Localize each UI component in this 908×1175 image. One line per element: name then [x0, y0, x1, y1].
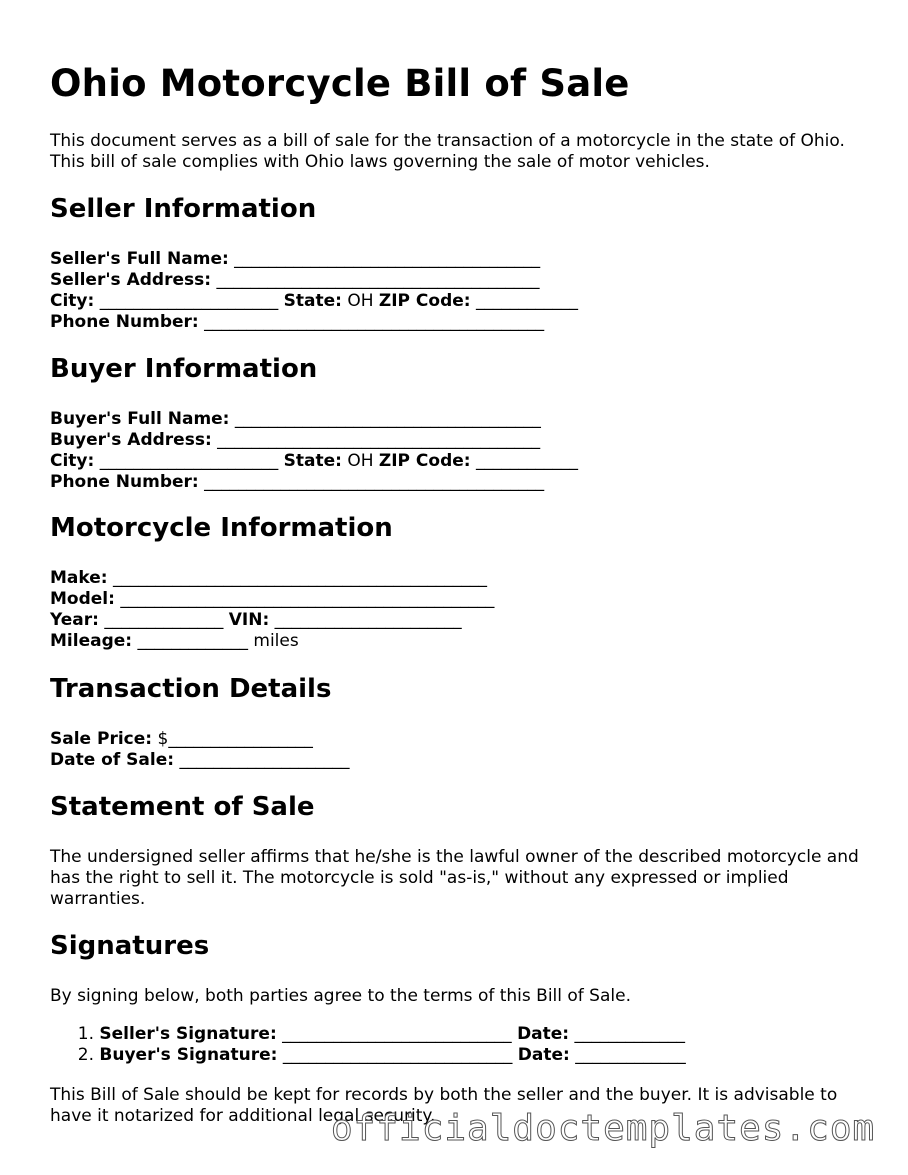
seller-heading: Seller Information — [50, 194, 317, 224]
seller-name-blank[interactable]: ____________________________________ — [234, 249, 541, 269]
make-field: Make: ____________________________________________ — [50, 568, 487, 588]
intro-paragraph: This document serves as a bill of sale for the transaction of a motorcycle in the state of Ohio. This bill of sale complies with Ohio laws governing the sale of motor vehicles. — [50, 131, 845, 172]
seller-signature-line: 1. Seller's Signature: ___________________________ Date: _____________ — [77, 1024, 686, 1044]
sale-price-field: Sale Price: $_________________ — [50, 729, 313, 749]
make-blank[interactable]: ____________________________________________ — [112, 568, 487, 588]
year-blank[interactable]: ______________ — [104, 610, 224, 630]
model-field: Model: ____________________________________________ — [50, 589, 495, 609]
signatures-intro: By signing below, both parties agree to the terms of this Bill of Sale. — [50, 986, 631, 1006]
seller-address-blank[interactable]: ______________________________________ — [216, 270, 540, 290]
buyer-phone-blank[interactable]: ________________________________________ — [204, 472, 545, 492]
price-currency: $ — [157, 729, 169, 749]
seller-zip-blank[interactable]: ____________ — [476, 291, 578, 311]
buyer-city-state-zip-field: City: _____________________ State: OH ZIP Code: ____________ — [50, 451, 578, 471]
buyer-signature-blank[interactable]: ___________________________ — [282, 1045, 513, 1065]
signatures-heading: Signatures — [50, 931, 210, 961]
model-blank[interactable]: ____________________________________________ — [120, 589, 495, 609]
mileage-blank[interactable]: _____________ — [137, 631, 248, 651]
seller-city-state-zip-field: City: _____________________ State: OH ZIP Code: ____________ — [50, 291, 578, 311]
page-title: Ohio Motorcycle Bill of Sale — [50, 62, 630, 105]
date-of-sale-field: Date of Sale: ____________________ — [50, 750, 350, 770]
year-vin-field: Year: ______________ VIN: ______________________ — [50, 610, 462, 630]
motorcycle-heading: Motorcycle Information — [50, 513, 393, 543]
buyer-city-blank[interactable]: _____________________ — [99, 451, 279, 471]
seller-city-blank[interactable]: _____________________ — [99, 291, 279, 311]
transaction-heading: Transaction Details — [50, 674, 332, 704]
buyer-address-field: Buyer's Address: ______________________________________ — [50, 430, 541, 450]
buyer-phone-field: Phone Number: ________________________________________ — [50, 472, 545, 492]
sale-price-blank[interactable]: _________________ — [168, 729, 313, 749]
seller-signature-blank[interactable]: ___________________________ — [282, 1024, 512, 1044]
buyer-heading: Buyer Information — [50, 354, 318, 384]
vin-blank[interactable]: ______________________ — [274, 610, 462, 630]
mileage-field: Mileage: _____________ miles — [50, 631, 299, 651]
buyer-name-blank[interactable]: ____________________________________ — [234, 409, 541, 429]
statement-heading: Statement of Sale — [50, 792, 315, 822]
seller-phone-blank[interactable]: ________________________________________ — [204, 312, 545, 332]
seller-signature-date-blank[interactable]: _____________ — [574, 1024, 686, 1044]
buyer-signature-line: 2. Buyer's Signature: ___________________________ Date: _____________ — [77, 1045, 686, 1065]
date-of-sale-blank[interactable]: ____________________ — [179, 750, 350, 770]
buyer-signature-date-blank[interactable]: _____________ — [575, 1045, 686, 1065]
buyer-name-field: Buyer's Full Name: ____________________________________ — [50, 409, 541, 429]
buyer-zip-blank[interactable]: ____________ — [476, 451, 578, 471]
closing-paragraph: This Bill of Sale should be kept for records by both the seller and the buyer. It is advisable to have it notarized for additional legal security. — [50, 1085, 838, 1126]
buyer-state-value: OH — [347, 451, 374, 471]
seller-state-value: OH — [347, 291, 374, 311]
seller-address-field: Seller's Address: ______________________________________ — [50, 270, 540, 290]
seller-phone-field: Phone Number: ________________________________________ — [50, 312, 545, 332]
watermark: officialdoctemplates.com — [331, 1108, 876, 1149]
mileage-unit: miles — [253, 631, 299, 651]
buyer-address-blank[interactable]: ______________________________________ — [217, 430, 541, 450]
seller-name-field: Seller's Full Name: ____________________________________ — [50, 249, 541, 269]
statement-paragraph: The undersigned seller affirms that he/she is the lawful owner of the described motorcycle and has the right to sell it. The motorcycle is sold "as-is," without any expressed or implied warranties. — [50, 847, 859, 909]
